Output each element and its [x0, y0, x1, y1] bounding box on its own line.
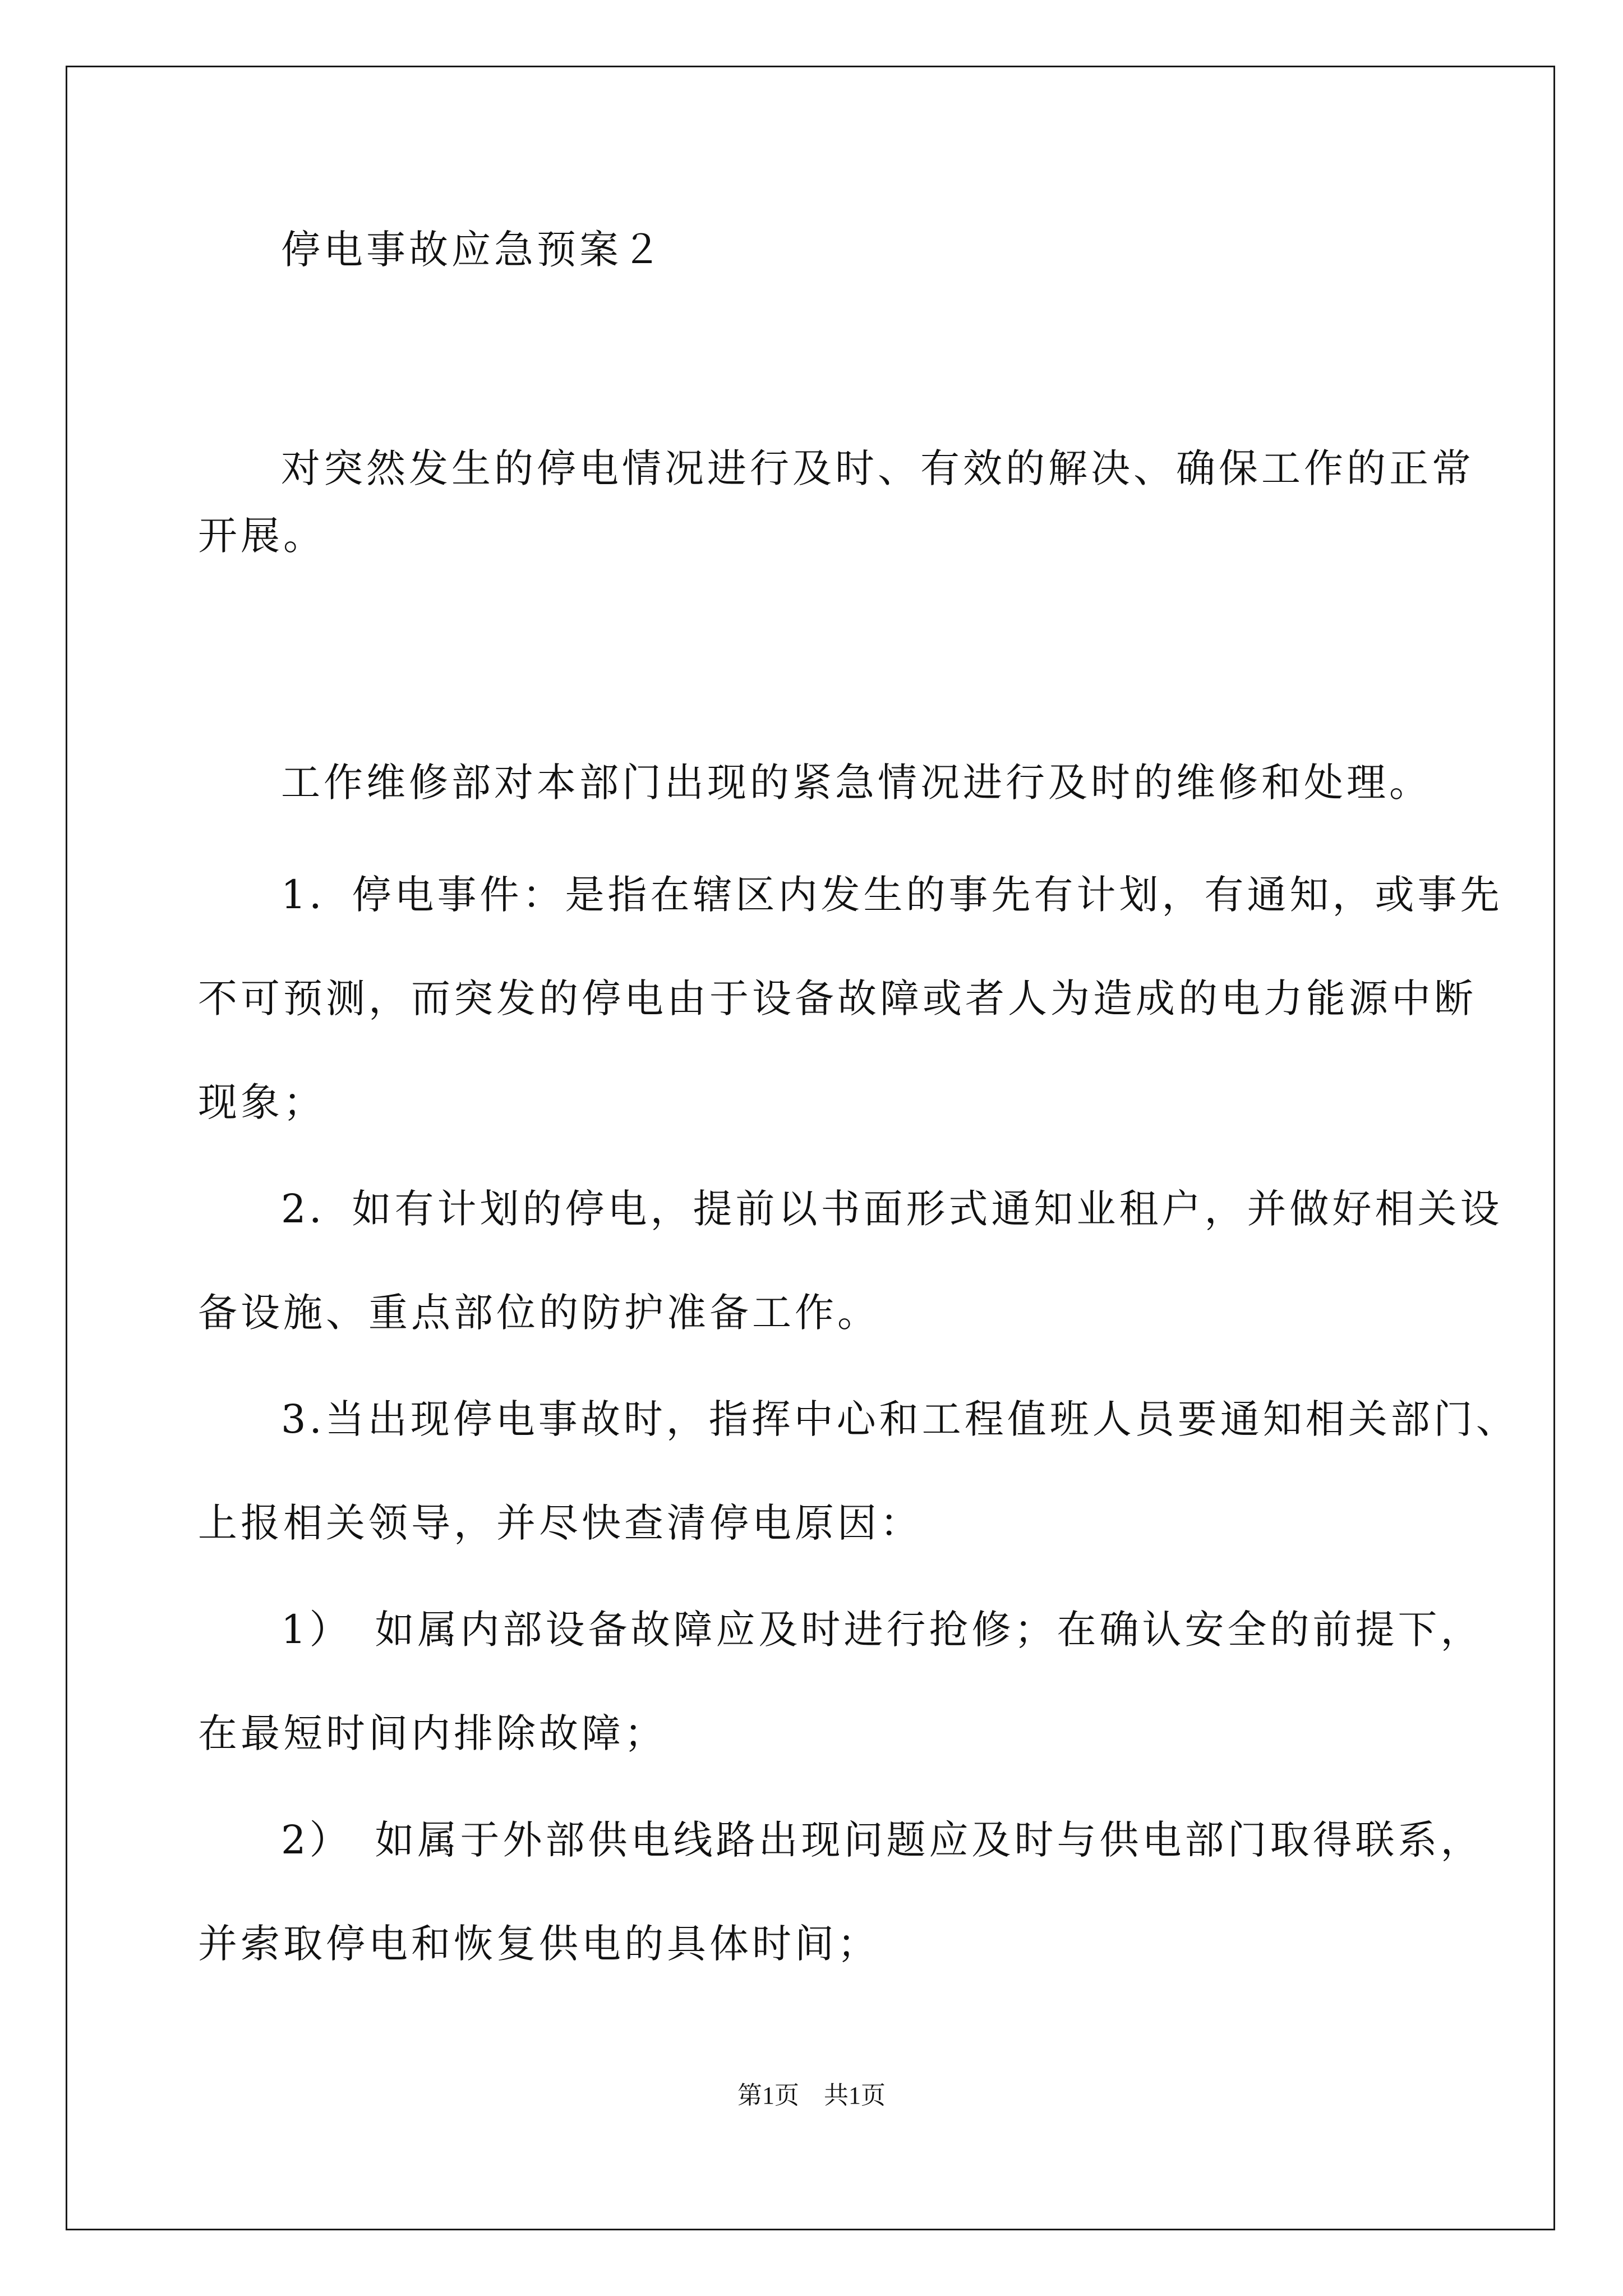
paragraph-line: 1．停电事件：是指在辖区内发生的事先有计划，有通知，或事先: [281, 872, 1503, 918]
document-title: 停电事故应急预案２: [281, 227, 665, 273]
paragraph-line: 上报相关领导，并尽快查清停电原因：: [198, 1500, 923, 1546]
paragraph-line: 备设施、重点部位的防护准备工作。: [198, 1290, 880, 1336]
paragraph-line: 在最短时间内排除故障；: [198, 1710, 667, 1756]
page-number: 第1页 共1页: [737, 2082, 886, 2109]
paragraph-line: 工作维修部对本部门出现的紧急情况进行及时的维修和处理。: [281, 760, 1432, 806]
paragraph-line: 并索取停电和恢复供电的具体时间；: [198, 1921, 880, 1967]
paragraph-line: 开展。: [198, 513, 326, 559]
paragraph-line: 现象；: [198, 1079, 326, 1125]
paragraph-line: 3.当出现停电事故时，指挥中心和工程值班人员要通知相关部门、: [281, 1396, 1519, 1442]
page-border: [66, 66, 1555, 2230]
paragraph-line: 不可预测，而突发的停电由于设备故障或者人为造成的电力能源中断: [198, 976, 1477, 1022]
paragraph-line: 2．如有计划的停电，提前以书面形式通知业租户，并做好相关设: [281, 1186, 1503, 1232]
paragraph-line: 对突然发生的停电情况进行及时、有效的解决、确保工作的正常: [281, 445, 1474, 491]
paragraph-line: 2） 如属于外部供电线路出现问题应及时与供电部门取得联系，: [281, 1817, 1483, 1863]
paragraph-line: 1） 如属内部设备故障应及时进行抢修；在确认安全的前提下，: [281, 1607, 1483, 1653]
